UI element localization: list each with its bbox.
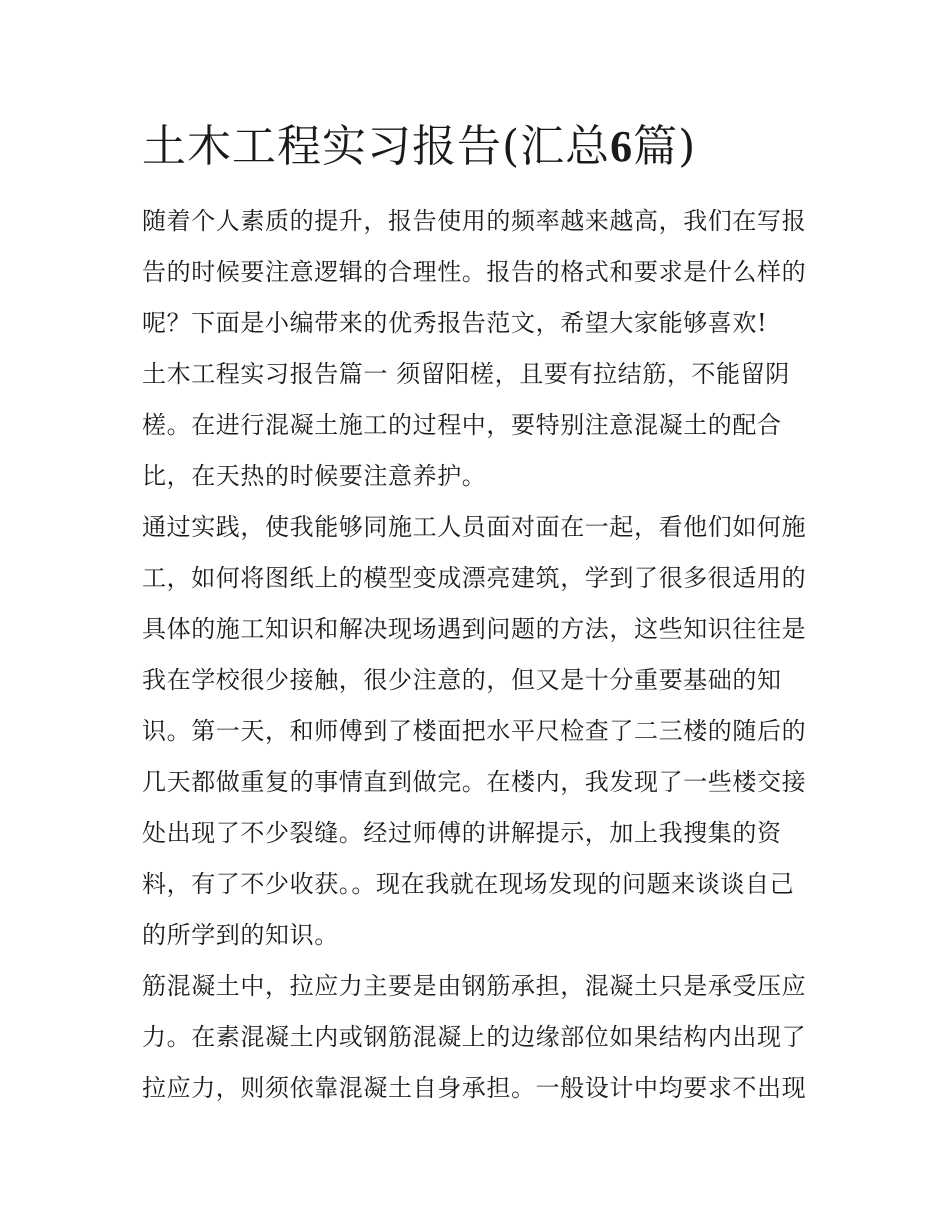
title-suffix: 篇) (633, 121, 697, 172)
body-line: 识。第一天，和师傅到了楼面把水平尺检查了二三楼的随后的 (142, 717, 807, 745)
body-line: 比，在天热的时候要注意养护。 (142, 462, 487, 490)
body-line: 呢？下面是小编带来的优秀报告范文，希望大家能够喜欢! (142, 309, 768, 337)
body-line: 筋混凝土中，拉应力主要是由钢筋承担，混凝土只是承受压应 (142, 972, 807, 1000)
body-line: 槎。在进行混凝土施工的过程中，要特别注意混凝土的配合 (142, 411, 782, 439)
body-line: 拉应力，则须依靠混凝土自身承担。一般设计中均要求不出现 (142, 1074, 807, 1102)
body-line: 料，有了不少收获。。现在我就在现场发现的问题来谈谈自己 (142, 870, 795, 898)
title-text: 土木工程实习报告(汇总 (142, 121, 611, 172)
body-line: 几天都做重复的事情直到做完。在楼内，我发现了一些楼交接 (142, 768, 807, 796)
body-line: 土木工程实习报告篇一 须留阳槎，且要有拉结筋，不能留阴 (142, 360, 790, 388)
body-line: 处出现了不少裂缝。经过师傅的讲解提示，加上我搜集的资 (142, 819, 782, 847)
body-line: 通过实践，使我能够同施工人员面对面在一起，看他们如何施 (142, 513, 807, 541)
body-line: 我在学校很少接触，很少注意的，但又是十分重要基础的知 (142, 666, 782, 694)
title-count: 6 (610, 122, 634, 171)
body-line: 具体的施工知识和解决现场遇到问题的方法，这些知识往往是 (142, 615, 807, 643)
body-line: 工，如何将图纸上的模型变成漂亮建筑，学到了很多很适用的 (142, 564, 807, 592)
body-line: 随着个人素质的提升，报告使用的频率越来越高，我们在写报 (142, 207, 807, 235)
document-title (142, 112, 696, 182)
body-line: 告的时候要注意逻辑的合理性。报告的格式和要求是什么样的 (142, 258, 807, 286)
body-line: 力。在素混凝土内或钢筋混凝上的边缘部位如果结构内出现了 (142, 1023, 807, 1051)
body-line: 的所学到的知识。 (142, 921, 339, 949)
